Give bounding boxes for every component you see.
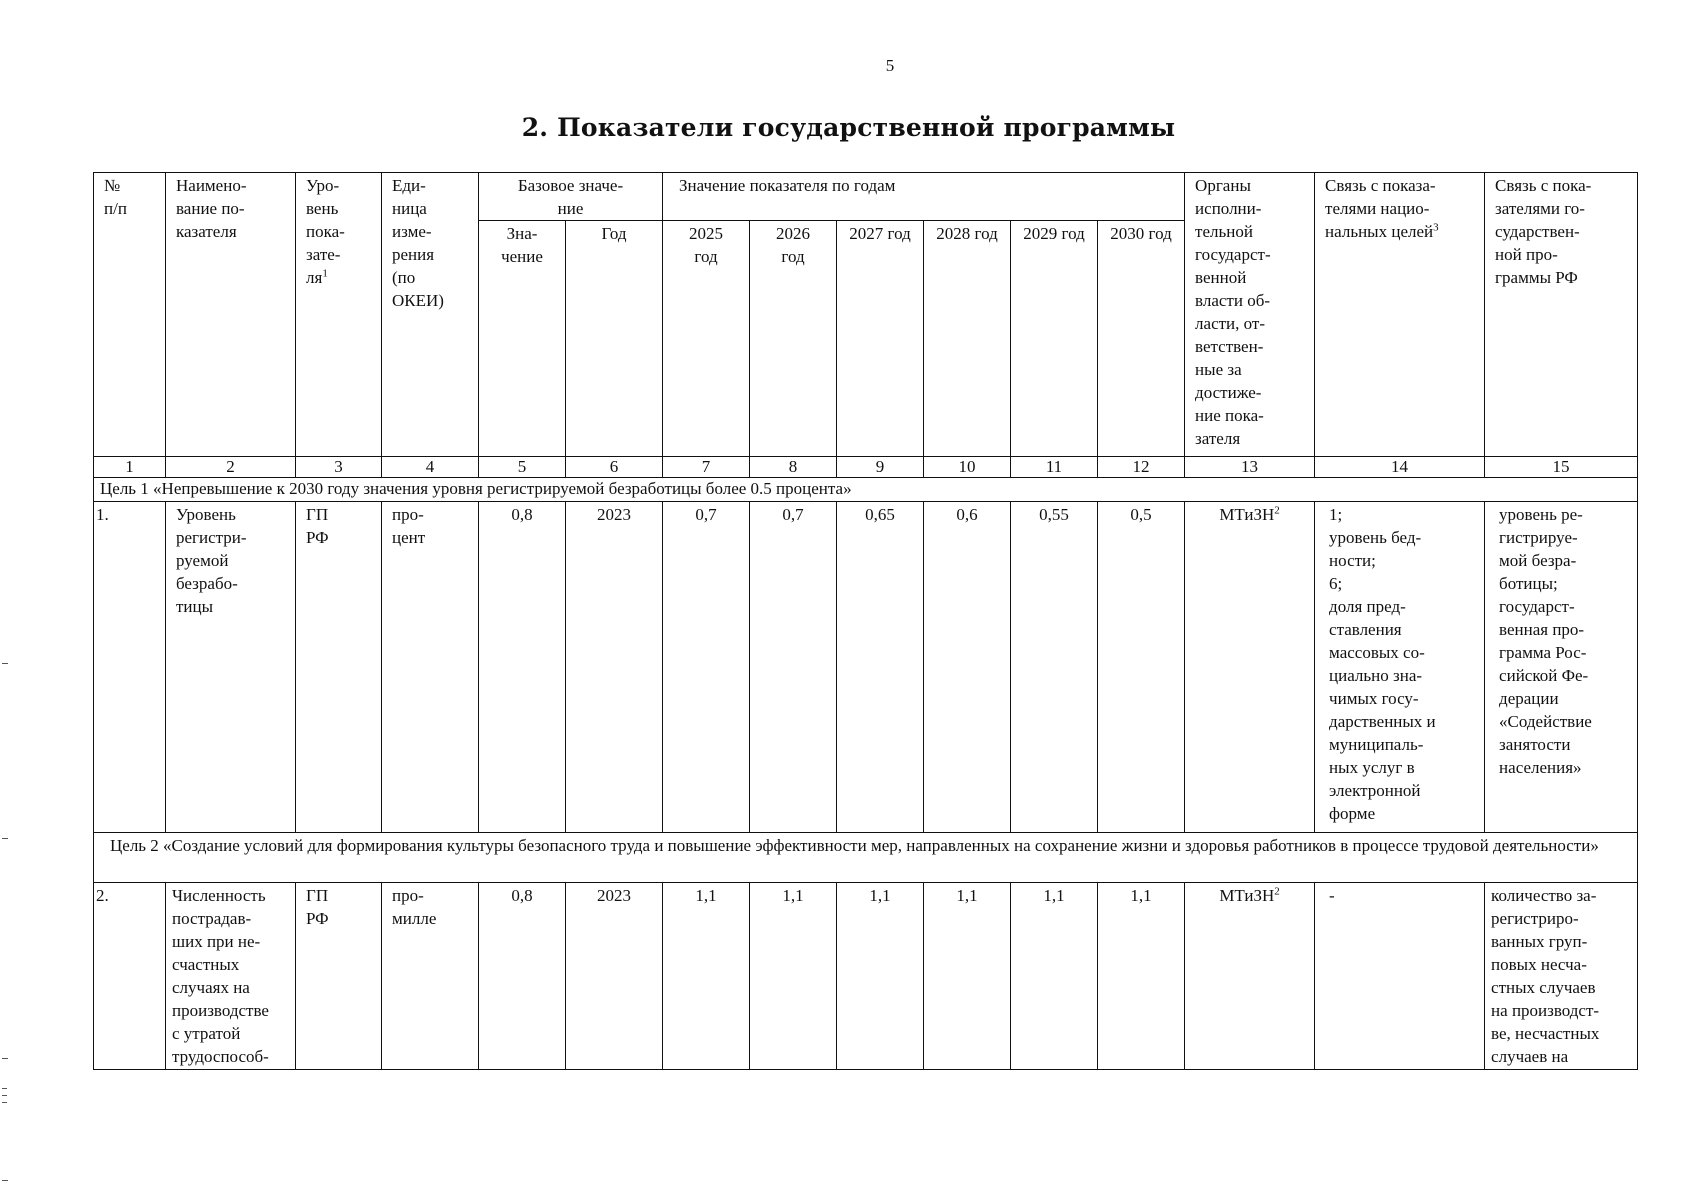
column-number: 8 (750, 457, 837, 478)
table-row (94, 502, 1638, 833)
header-2025: 2025 год (663, 221, 750, 457)
column-number: 4 (382, 457, 479, 478)
column-number: 11 (1011, 457, 1098, 478)
column-number: 13 (1185, 457, 1315, 478)
column-number: 3 (296, 457, 382, 478)
row-1-national-goals: 1; уровень бед- ности; 6; доля пред- ставления массовых со- циально зна- чимых госу- дарственных и муниципаль- ных услуг в электронной форме (1315, 502, 1485, 833)
row-2-2030: 1,1 (1098, 883, 1185, 1070)
header-2027: 2027 год (837, 221, 924, 457)
row-1-base-value: 0,8 (479, 502, 566, 833)
column-number: 2 (166, 457, 296, 478)
page-number: 5 (885, 56, 895, 75)
row-1-level: ГП РФ (296, 502, 382, 833)
margin-mark (2, 1180, 8, 1181)
goal-row (94, 833, 1638, 883)
header-num: № п/п (94, 173, 166, 457)
row-1-num: 1. (94, 502, 166, 833)
column-number: 14 (1315, 457, 1485, 478)
row-1-base-year: 2023 (566, 502, 663, 833)
row-2-2026: 1,1 (750, 883, 837, 1070)
column-number: 1 (94, 457, 166, 478)
margin-mark (2, 1095, 7, 1096)
header-2028: 2028 год (924, 221, 1011, 457)
footnote-2: 2 (1274, 504, 1280, 517)
header-row (94, 173, 1638, 221)
margin-mark (2, 838, 8, 839)
column-number: 6 (566, 457, 663, 478)
row-2-level: ГП РФ (296, 883, 382, 1070)
row-1-2026: 0,7 (750, 502, 837, 833)
header-base-year: Год (566, 221, 663, 457)
header-years-group: Значение показателя по годам (663, 173, 1185, 221)
row-1-unit: про- цент (382, 502, 479, 833)
column-number: 15 (1485, 457, 1638, 478)
header-2029: 2029 год (1011, 221, 1098, 457)
column-number-row (94, 457, 1638, 478)
row-2-rf-program: количество за- регистриро- ванных груп- повых несча- стных случаев на производст- ве, несчастных случаев на (1485, 883, 1638, 1070)
row-1-rf-program: уровень ре- гистрируе- мой безра- ботицы; государст- венная про- грамма Рос- сийской Фе- дерации «Содействие занятости населения» (1485, 502, 1638, 833)
footnote-2: 2 (1274, 885, 1280, 898)
goal-row (94, 478, 1638, 502)
goal-1: Цель 1 «Непревышение к 2030 году значения уровня регистрируемой безработицы более 0.5 процента» (94, 478, 1638, 502)
header-base-value: Зна- чение (479, 221, 566, 457)
header-rf-program: Связь с пока- зателями го- сударствен- ной про- граммы РФ (1485, 173, 1638, 457)
footnote-1: 1 (322, 267, 328, 280)
column-number: 7 (663, 457, 750, 478)
margin-mark (2, 1088, 7, 1089)
row-1-authority: МТиЗН$^2$ (1185, 502, 1315, 833)
footnote-3: 3 (1433, 221, 1439, 234)
header-authority: Органы исполни- тельной государст- венной власти об- ласти, от- ветствен- ные за достиже- ние пока- зателя (1185, 173, 1315, 457)
header-level: Уро- вень пока- зате- $ля^1$ (296, 173, 382, 457)
row-1-2027: 0,65 (837, 502, 924, 833)
row-1-2025: 0,7 (663, 502, 750, 833)
row-1-2029: 0,55 (1011, 502, 1098, 833)
indicators-table (93, 172, 1638, 1070)
row-2-base-value: 0,8 (479, 883, 566, 1070)
header-name: Наимено- вание по- казателя (166, 173, 296, 457)
margin-mark (2, 663, 8, 664)
margin-mark (2, 1058, 8, 1059)
row-2-2027: 1,1 (837, 883, 924, 1070)
header-base: Базовое значе- ние (479, 173, 663, 221)
header-national-goals: Связь с показа- телями нацио- нальных целей$^3$ (1315, 173, 1485, 457)
goal-2: Цель 2 «Создание условий для формирования культуры безопасного труда и повышение эффективности мер, направленных на сохранение жизни и здоровья работников в процессе трудовой деятельности» (94, 833, 1638, 883)
row-2-name: Численность пострадав- ших при не- счастных случаях на производстве с утратой трудоспособ- (166, 883, 296, 1070)
row-1-2030: 0,5 (1098, 502, 1185, 833)
table-row (94, 883, 1638, 1070)
row-1-2028: 0,6 (924, 502, 1011, 833)
header-2026: 2026 год (750, 221, 837, 457)
row-2-authority: МТиЗН$^2$ (1185, 883, 1315, 1070)
margin-mark (2, 1102, 7, 1103)
row-1-name: Уровень регистри- руемой безрабо- тицы (166, 502, 296, 833)
column-number: 5 (479, 457, 566, 478)
row-2-2029: 1,1 (1011, 883, 1098, 1070)
row-2-national-goals: - (1315, 883, 1485, 1070)
row-2-num: 2. (94, 883, 166, 1070)
column-number: 10 (924, 457, 1011, 478)
column-number: 12 (1098, 457, 1185, 478)
row-2-base-year: 2023 (566, 883, 663, 1070)
section-title: 2. Показатели государственной программы (521, 113, 1176, 142)
row-2-unit: про- милле (382, 883, 479, 1070)
row-2-2028: 1,1 (924, 883, 1011, 1070)
row-2-2025: 1,1 (663, 883, 750, 1070)
column-number: 9 (837, 457, 924, 478)
header-2030: 2030 год (1098, 221, 1185, 457)
header-unit: Еди- ница изме- рения (по ОКЕИ) (382, 173, 479, 457)
